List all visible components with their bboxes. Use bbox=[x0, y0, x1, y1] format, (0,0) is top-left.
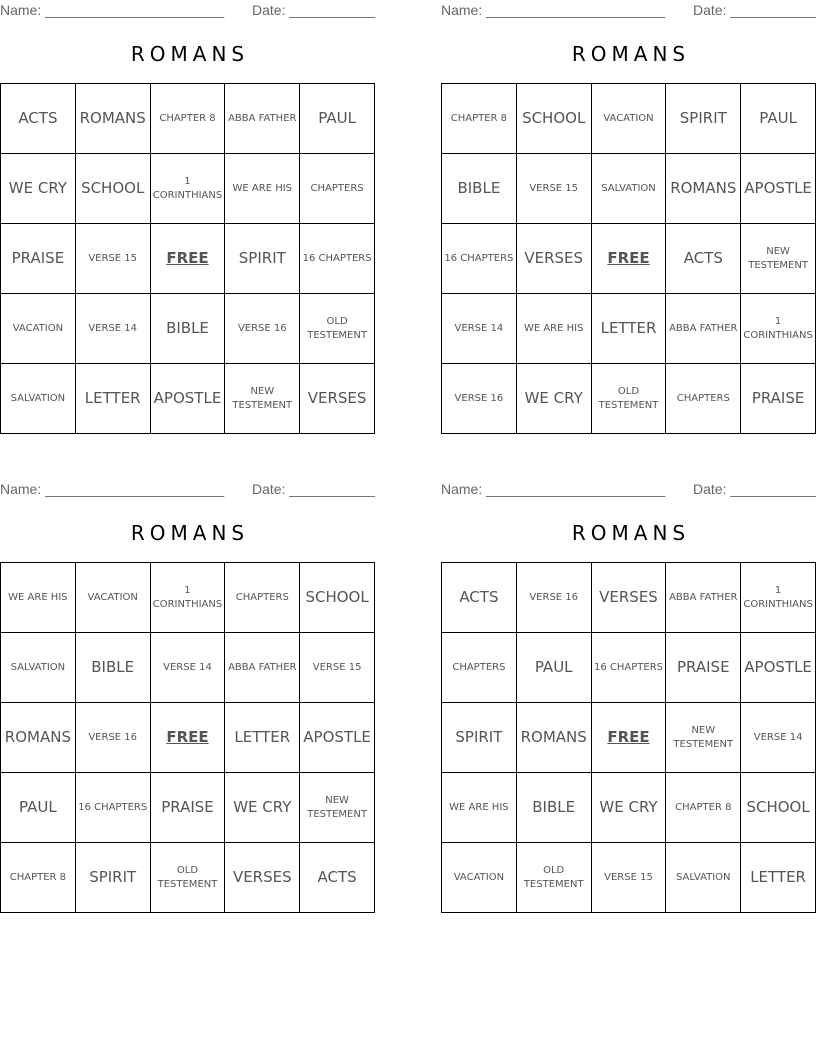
bingo-cell[interactable]: VERSE 16 bbox=[442, 364, 517, 434]
bingo-cell[interactable]: WE ARE HIS bbox=[442, 773, 517, 843]
bingo-cell[interactable]: VERSES bbox=[225, 843, 300, 913]
bingo-grid bbox=[441, 83, 816, 434]
bingo-cell[interactable]: PRAISE bbox=[151, 773, 226, 843]
bingo-cell[interactable]: VERSE 14 bbox=[76, 294, 151, 364]
bingo-cell[interactable]: PAUL bbox=[300, 84, 375, 154]
name-field[interactable]: Name: _______________________ bbox=[441, 2, 666, 18]
bingo-cell[interactable]: SCHOOL bbox=[300, 563, 375, 633]
bingo-cell[interactable]: PAUL bbox=[741, 84, 816, 154]
bingo-cell[interactable]: CHAPTERS bbox=[300, 154, 375, 224]
bingo-cell[interactable]: WE CRY bbox=[225, 773, 300, 843]
bingo-cell[interactable]: PAUL bbox=[517, 633, 592, 703]
name-field[interactable]: Name: _______________________ bbox=[0, 2, 225, 18]
bingo-cell[interactable]: CHAPTERS bbox=[666, 364, 741, 434]
bingo-cell[interactable]: WE CRY bbox=[592, 773, 667, 843]
bingo-cell[interactable]: NEW TESTEMENT bbox=[225, 364, 300, 434]
bingo-cell[interactable]: ABBA FATHER bbox=[666, 294, 741, 364]
bingo-card-3 bbox=[0, 479, 375, 913]
date-field[interactable]: Date: ___________ bbox=[693, 481, 816, 497]
bingo-cell[interactable]: 16 CHAPTERS bbox=[592, 633, 667, 703]
bingo-cell[interactable]: 16 CHAPTERS bbox=[442, 224, 517, 294]
bingo-cell[interactable]: VACATION bbox=[76, 563, 151, 633]
bingo-cell[interactable]: CHAPTER 8 bbox=[1, 843, 76, 913]
bingo-cell[interactable]: CHAPTER 8 bbox=[442, 84, 517, 154]
bingo-cell[interactable]: WE ARE HIS bbox=[1, 563, 76, 633]
bingo-cell[interactable]: BIBLE bbox=[442, 154, 517, 224]
bingo-cell[interactable]: SPIRIT bbox=[442, 703, 517, 773]
bingo-cell[interactable]: BIBLE bbox=[151, 294, 226, 364]
bingo-cell[interactable]: VERSE 16 bbox=[225, 294, 300, 364]
bingo-cell[interactable]: VERSE 15 bbox=[76, 224, 151, 294]
bingo-cell[interactable]: WE ARE HIS bbox=[225, 154, 300, 224]
bingo-cell[interactable]: WE ARE HIS bbox=[517, 294, 592, 364]
bingo-cell[interactable]: ROMANS bbox=[517, 703, 592, 773]
bingo-cell[interactable]: VERSES bbox=[300, 364, 375, 434]
free-space-cell[interactable]: FREE bbox=[592, 703, 667, 773]
card-header bbox=[0, 479, 375, 501]
bingo-cell[interactable]: OLD TESTEMENT bbox=[592, 364, 667, 434]
bingo-cell[interactable]: VERSE 14 bbox=[741, 703, 816, 773]
bingo-cell[interactable]: WE CRY bbox=[1, 154, 76, 224]
bingo-cell[interactable]: APOSTLE bbox=[741, 154, 816, 224]
bingo-cell[interactable]: SALVATION bbox=[1, 364, 76, 434]
bingo-cell[interactable]: PRAISE bbox=[1, 224, 76, 294]
bingo-cell[interactable]: ROMANS bbox=[76, 84, 151, 154]
bingo-cell[interactable]: ABBA FATHER bbox=[225, 84, 300, 154]
bingo-cell[interactable]: SCHOOL bbox=[517, 84, 592, 154]
card-header bbox=[441, 479, 816, 501]
bingo-cell[interactable]: OLD TESTEMENT bbox=[517, 843, 592, 913]
bingo-card-4 bbox=[441, 479, 816, 913]
bingo-cell[interactable]: VERSE 15 bbox=[300, 633, 375, 703]
bingo-cell[interactable]: CHAPTER 8 bbox=[151, 84, 226, 154]
bingo-cell[interactable]: LETTER bbox=[741, 843, 816, 913]
card-header bbox=[0, 0, 375, 22]
bingo-cell[interactable]: SCHOOL bbox=[76, 154, 151, 224]
bingo-cell[interactable]: SPIRIT bbox=[666, 84, 741, 154]
bingo-cell[interactable]: WE CRY bbox=[517, 364, 592, 434]
bingo-cell[interactable]: VERSES bbox=[592, 563, 667, 633]
bingo-cell[interactable]: CHAPTERS bbox=[225, 563, 300, 633]
bingo-cell[interactable]: NEW TESTEMENT bbox=[666, 703, 741, 773]
card-title: ROMANS bbox=[571, 42, 691, 66]
bingo-cell[interactable]: PAUL bbox=[1, 773, 76, 843]
card-title: ROMANS bbox=[130, 521, 250, 545]
bingo-card-1 bbox=[0, 0, 375, 434]
card-header bbox=[441, 0, 816, 22]
bingo-cell[interactable]: 16 CHAPTERS bbox=[300, 224, 375, 294]
bingo-cell[interactable]: 1 CORINTHIANS bbox=[741, 563, 816, 633]
bingo-cell[interactable]: VERSE 15 bbox=[592, 843, 667, 913]
bingo-cell[interactable]: VERSE 14 bbox=[442, 294, 517, 364]
bingo-cell[interactable]: VERSE 15 bbox=[517, 154, 592, 224]
bingo-cell[interactable]: 1 CORINTHIANS bbox=[151, 154, 226, 224]
bingo-cell[interactable]: VACATION bbox=[1, 294, 76, 364]
bingo-cell[interactable]: 1 CORINTHIANS bbox=[741, 294, 816, 364]
date-field[interactable]: Date: ___________ bbox=[252, 2, 375, 18]
bingo-cell[interactable]: SALVATION bbox=[1, 633, 76, 703]
bingo-cell[interactable]: ACTS bbox=[300, 843, 375, 913]
bingo-cell[interactable]: LETTER bbox=[592, 294, 667, 364]
bingo-grid bbox=[0, 83, 375, 434]
bingo-cell[interactable]: ABBA FATHER bbox=[666, 563, 741, 633]
bingo-cell[interactable]: SALVATION bbox=[666, 843, 741, 913]
date-field[interactable]: Date: ___________ bbox=[693, 2, 816, 18]
bingo-cell[interactable]: LETTER bbox=[225, 703, 300, 773]
bingo-grid bbox=[441, 562, 816, 913]
bingo-cell[interactable]: OLD TESTEMENT bbox=[151, 843, 226, 913]
bingo-cell[interactable]: PRAISE bbox=[666, 633, 741, 703]
bingo-cell[interactable]: VACATION bbox=[442, 843, 517, 913]
bingo-cell[interactable]: ACTS bbox=[1, 84, 76, 154]
bingo-cell[interactable]: 16 CHAPTERS bbox=[76, 773, 151, 843]
bingo-cell[interactable]: ROMANS bbox=[1, 703, 76, 773]
bingo-cell[interactable]: NEW TESTEMENT bbox=[300, 773, 375, 843]
bingo-cell[interactable]: ABBA FATHER bbox=[225, 633, 300, 703]
bingo-cell[interactable]: SCHOOL bbox=[741, 773, 816, 843]
bingo-cell[interactable]: APOSTLE bbox=[300, 703, 375, 773]
free-space-cell[interactable]: FREE bbox=[151, 703, 226, 773]
bingo-cell[interactable]: SPIRIT bbox=[76, 843, 151, 913]
bingo-cell[interactable]: OLD TESTEMENT bbox=[300, 294, 375, 364]
card-title: ROMANS bbox=[130, 42, 250, 66]
bingo-cell[interactable]: BIBLE bbox=[76, 633, 151, 703]
bingo-cell[interactable]: CHAPTER 8 bbox=[666, 773, 741, 843]
bingo-cell[interactable]: 1 CORINTHIANS bbox=[151, 563, 226, 633]
bingo-card-2 bbox=[441, 0, 816, 434]
bingo-cell[interactable]: VERSES bbox=[517, 224, 592, 294]
bingo-grid bbox=[0, 562, 375, 913]
bingo-cell[interactable]: APOSTLE bbox=[151, 364, 226, 434]
bingo-cell[interactable]: CHAPTERS bbox=[442, 633, 517, 703]
bingo-cell[interactable]: BIBLE bbox=[517, 773, 592, 843]
name-field[interactable]: Name: _______________________ bbox=[441, 481, 666, 497]
bingo-cell[interactable]: LETTER bbox=[76, 364, 151, 434]
bingo-cell[interactable]: ACTS bbox=[442, 563, 517, 633]
bingo-cell[interactable]: SPIRIT bbox=[225, 224, 300, 294]
bingo-cell[interactable]: VERSE 16 bbox=[76, 703, 151, 773]
bingo-cell[interactable]: SALVATION bbox=[592, 154, 667, 224]
bingo-cell[interactable]: VACATION bbox=[592, 84, 667, 154]
bingo-cell[interactable]: PRAISE bbox=[741, 364, 816, 434]
date-field[interactable]: Date: ___________ bbox=[252, 481, 375, 497]
free-space-cell[interactable]: FREE bbox=[592, 224, 667, 294]
bingo-cell[interactable]: VERSE 14 bbox=[151, 633, 226, 703]
free-space-cell[interactable]: FREE bbox=[151, 224, 226, 294]
bingo-cell[interactable]: APOSTLE bbox=[741, 633, 816, 703]
card-title: ROMANS bbox=[571, 521, 691, 545]
name-field[interactable]: Name: _______________________ bbox=[0, 481, 225, 497]
bingo-cell[interactable]: VERSE 16 bbox=[517, 563, 592, 633]
bingo-cell[interactable]: NEW TESTEMENT bbox=[741, 224, 816, 294]
bingo-cell[interactable]: ACTS bbox=[666, 224, 741, 294]
bingo-cell[interactable]: ROMANS bbox=[666, 154, 741, 224]
